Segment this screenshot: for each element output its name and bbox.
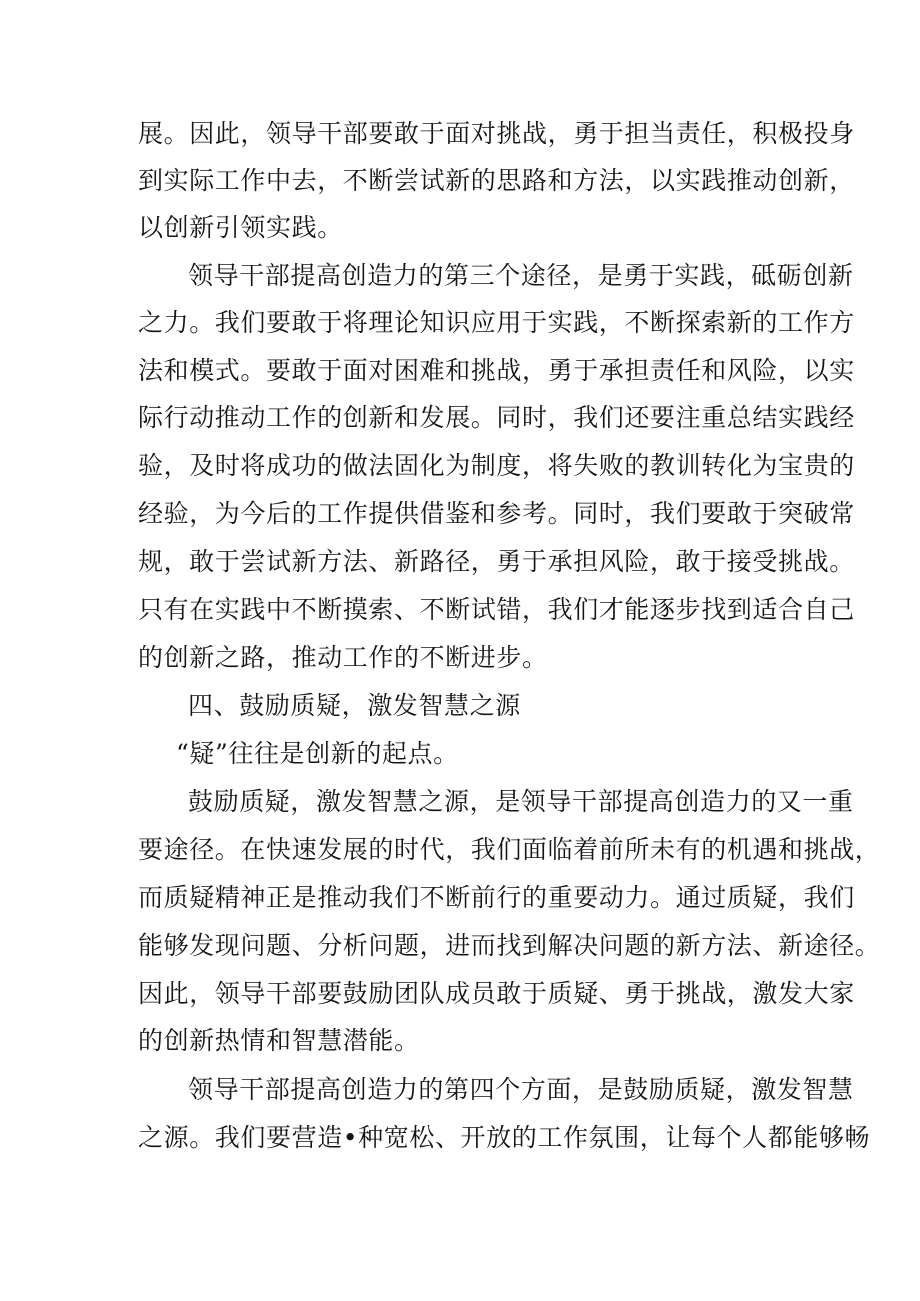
paragraph-line: 的创新之路，推动工作的不断进步。 [138, 643, 548, 672]
paragraph-line: 鼓励质疑，激发智慧之源，是领导干部提高创造力的又一重 [188, 787, 854, 816]
paragraph-line: 法和模式。要敢于面对困难和挑战，勇于承担责任和风险，以实 [138, 356, 855, 385]
paragraph-line: 规，敢于尝试新方法、新路径，勇于承担风险，敢于接受挑战。 [138, 547, 855, 576]
paragraph-line: 以创新引领实践。 [138, 213, 343, 242]
paragraph-line: 际行动推动工作的创新和发展。同时，我们还要注重总结实践经 [138, 403, 855, 432]
paragraph-line: 之力。我们要敢于将理论知识应用于实践，不断探索新的工作方 [138, 308, 855, 337]
paragraph-line: 验，及时将成功的做法固化为制度，将失败的教训转化为宝贵的 [138, 451, 855, 480]
paragraph-line: 要途径。在快速发展的时代，我们面临着前所未有的机遇和挑战， [138, 835, 881, 864]
paragraph-line: 领导干部提高创造力的第四个方面，是鼓励质疑，激发智慧 [188, 1075, 854, 1104]
paragraph-line: 的创新热情和智慧潜能。 [138, 1026, 420, 1055]
paragraph-line: 到实际工作中去，不断尝试新的思路和方法，以实践推动创新， [138, 166, 855, 195]
section-heading: 四、鼓励质疑，激发智慧之源 [188, 691, 521, 720]
paragraph-line: 而质疑精神正是推动我们不断前行的重要动力。通过质疑，我们 [138, 883, 855, 912]
quote-line: “疑”往往是创新的起点。 [176, 739, 459, 768]
paragraph-line: 展。因此，领导干部要敢于面对挑战，勇于担当责任，积极投身 [138, 119, 855, 148]
paragraph-line: 之源。我们要营造•种宽松、开放的工作氛围，让每个人都能够畅 [138, 1123, 871, 1152]
paragraph-line: 能够发现问题、分析问题，进而找到解决问题的新方法、新途径。 [138, 931, 881, 960]
paragraph-line: 领导干部提高创造力的第三个途径，是勇于实践，砥砺创新 [188, 261, 854, 290]
paragraph-line: 只有在实践中不断摸索、不断试错，我们才能逐步找到适合自己 [138, 595, 855, 624]
paragraph-line: 因此，领导干部要鼓励团队成员敢于质疑、勇于挑战，激发大家 [138, 979, 855, 1008]
paragraph-line: 经验，为今后的工作提供借鉴和参考。同时，我们要敢于突破常 [138, 499, 855, 528]
